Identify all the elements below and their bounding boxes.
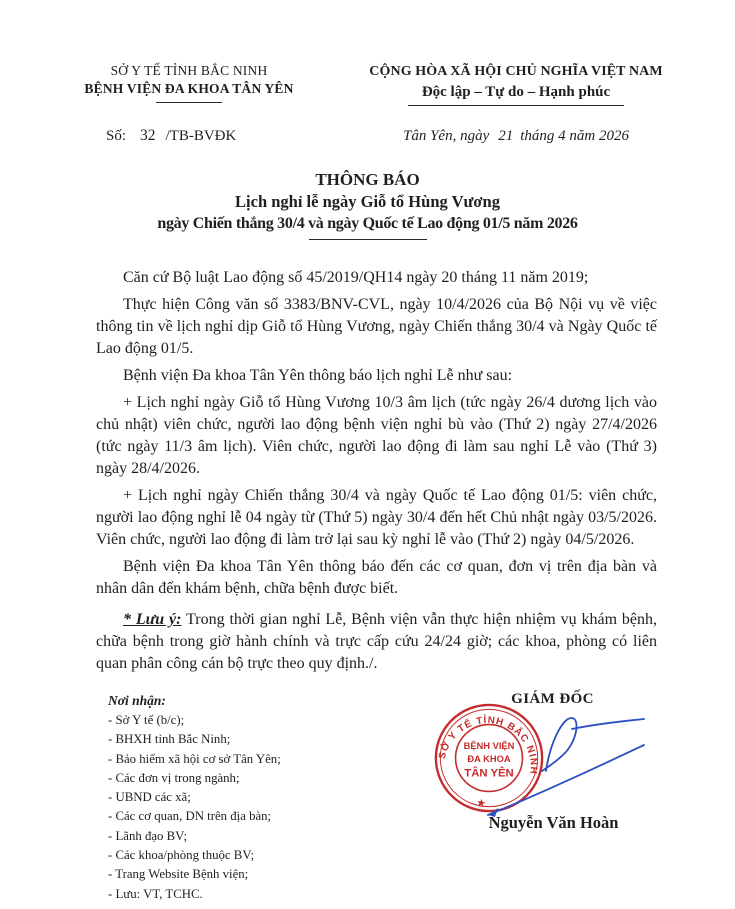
recipient-item: - UBND các xã; [108, 790, 191, 805]
stamp-ring-text: SỞ Y TẾ TỈNH BẮC NINH [436, 714, 539, 776]
national-header-block [341, 62, 691, 145]
document-header [0, 62, 735, 145]
recipients-list [108, 711, 386, 904]
stamp-center-line3: TÂN YÊN [464, 767, 514, 780]
paragraph-implementation: Thực hiện Công văn số 3383/BNV-CVL, ngày 10/4/2026 của Bộ Nội vụ về việc thông tin về lịch nghỉ dịp Giỗ tổ Hùng Vương, ngày Chiến thắng 30/4 và Ngày Quốc tế Lao động 01/5. [96, 296, 657, 357]
paragraph-hungvuong-schedule: + Lịch nghỉ ngày Giỗ tổ Hùng Vương 10/3 âm lịch (tức ngày 26/4 dương lịch vào chủ nhật) viên chức, người lao động bệnh viện nghỉ bù vào (Thứ 2) ngày 27/4/2026 (tức ngày 11/3 âm lịch). Viên chức, người lao động đi làm sau nghỉ Lễ vào (Thứ 3) ngày 28/4/2026. [96, 394, 657, 477]
date-day: 21 [498, 128, 514, 144]
date-rest: tháng 4 năm 2026 [520, 128, 629, 144]
signer-position: GIÁM ĐỐC [511, 691, 594, 707]
issuer-name: BỆNH VIỆN ĐA KHOA TÂN YÊN [84, 81, 294, 96]
stamp-center-line2: ĐA KHOA [467, 753, 511, 764]
document-footer [0, 691, 735, 901]
title-subject-line2: ngày Chiến thắng 30/4 và ngày Quốc tế Lao động 01/5 năm 2026 [157, 215, 578, 232]
paragraph-legal-basis: Căn cứ Bộ luật Lao động số 45/2019/QH14 ngày 20 tháng 11 năm 2019; [123, 269, 589, 286]
place-date-line [341, 128, 691, 145]
title-subject-line1: Lịch nghỉ lễ ngày Giỗ tổ Hùng Vương [235, 192, 500, 211]
note-text: Trong thời gian nghỉ Lễ, Bệnh viện vẫn thực hiện nhiệm vụ khám bệnh, chữa bệnh trong giờ hành chính và trực cấp cứu 24/24 giờ; các khoa, phòng có liên quan phân công cán bộ trực theo quy định./. [96, 611, 658, 672]
recipient-item: - Trang Website Bệnh viện; [108, 867, 249, 882]
title-underline [309, 239, 427, 240]
recipient-item: - Các cơ quan, DN trên địa bàn; [108, 809, 272, 824]
issuer-underline [156, 102, 222, 103]
doc-number-suffix: /TB-BVĐK [165, 128, 237, 144]
recipient-item: - BHXH tỉnh Bắc Ninh; [108, 732, 231, 747]
paragraph-notify-public: Bệnh viện Đa khoa Tân Yên thông báo đến các cơ quan, đơn vị trên địa bàn và nhân dân đến khám bệnh, chữa bệnh được biết. [96, 558, 657, 597]
issuer-parent: SỞ Y TẾ TỈNH BẮC NINH [110, 63, 268, 78]
national-title: CỘNG HÒA XÃ HỘI CHỦ NGHĨA VIỆT NAM [369, 64, 663, 79]
paragraph-note [96, 609, 657, 675]
national-motto: Độc lập – Tự do – Hạnh phúc [421, 84, 611, 100]
title-block [0, 169, 735, 240]
doc-number-line [74, 127, 304, 145]
note-label: * Lưu ý: [123, 611, 182, 628]
recipients-title: Nơi nhận: [108, 693, 166, 708]
recipient-item: - Sở Y tế (b/c); [108, 713, 185, 727]
issuer-block [74, 62, 304, 145]
document-body [0, 267, 735, 675]
signature-block [386, 691, 695, 901]
paragraph-announce-intro: Bệnh viện Đa khoa Tân Yên thông báo lịch nghỉ Lễ như sau: [123, 367, 513, 384]
document-type-title: THÔNG BÁO [315, 170, 420, 189]
date-prefix: Tân Yên, ngày [403, 128, 490, 144]
recipient-item: - Các đơn vị trong ngành; [108, 770, 240, 785]
motto-underline [408, 105, 624, 106]
recipient-item: - Lưu: VT, TCHC. [108, 886, 203, 901]
recipient-item: - Bảo hiểm xã hội cơ sở Tân Yên; [108, 751, 281, 766]
stamp-center-line1: BỆNH VIỆN [463, 741, 515, 752]
recipient-item: - Lãnh đạo BV; [108, 828, 188, 843]
recipients-block [96, 691, 386, 901]
signer-name: Nguyễn Văn Hoàn [488, 813, 619, 832]
doc-number-label: Số: [106, 128, 127, 144]
doc-number-value: 32 [140, 127, 156, 144]
stamp-star-icon: ★ [475, 796, 487, 811]
paragraph-304-015-schedule: + Lịch nghỉ ngày Chiến thắng 30/4 và ngày Quốc tế Lao động 01/5: viên chức, người lao động nghỉ lễ 04 ngày từ (Thứ 5) ngày 30/4 đến hết Chủ nhật ngày 03/5/2026. Viên chức, người lao động đi làm trở lại sau kỳ nghỉ lễ vào (Thứ 2) ngày 04/5/2026. [96, 487, 657, 548]
recipient-item: - Các khoa/phòng thuộc BV; [108, 848, 255, 863]
